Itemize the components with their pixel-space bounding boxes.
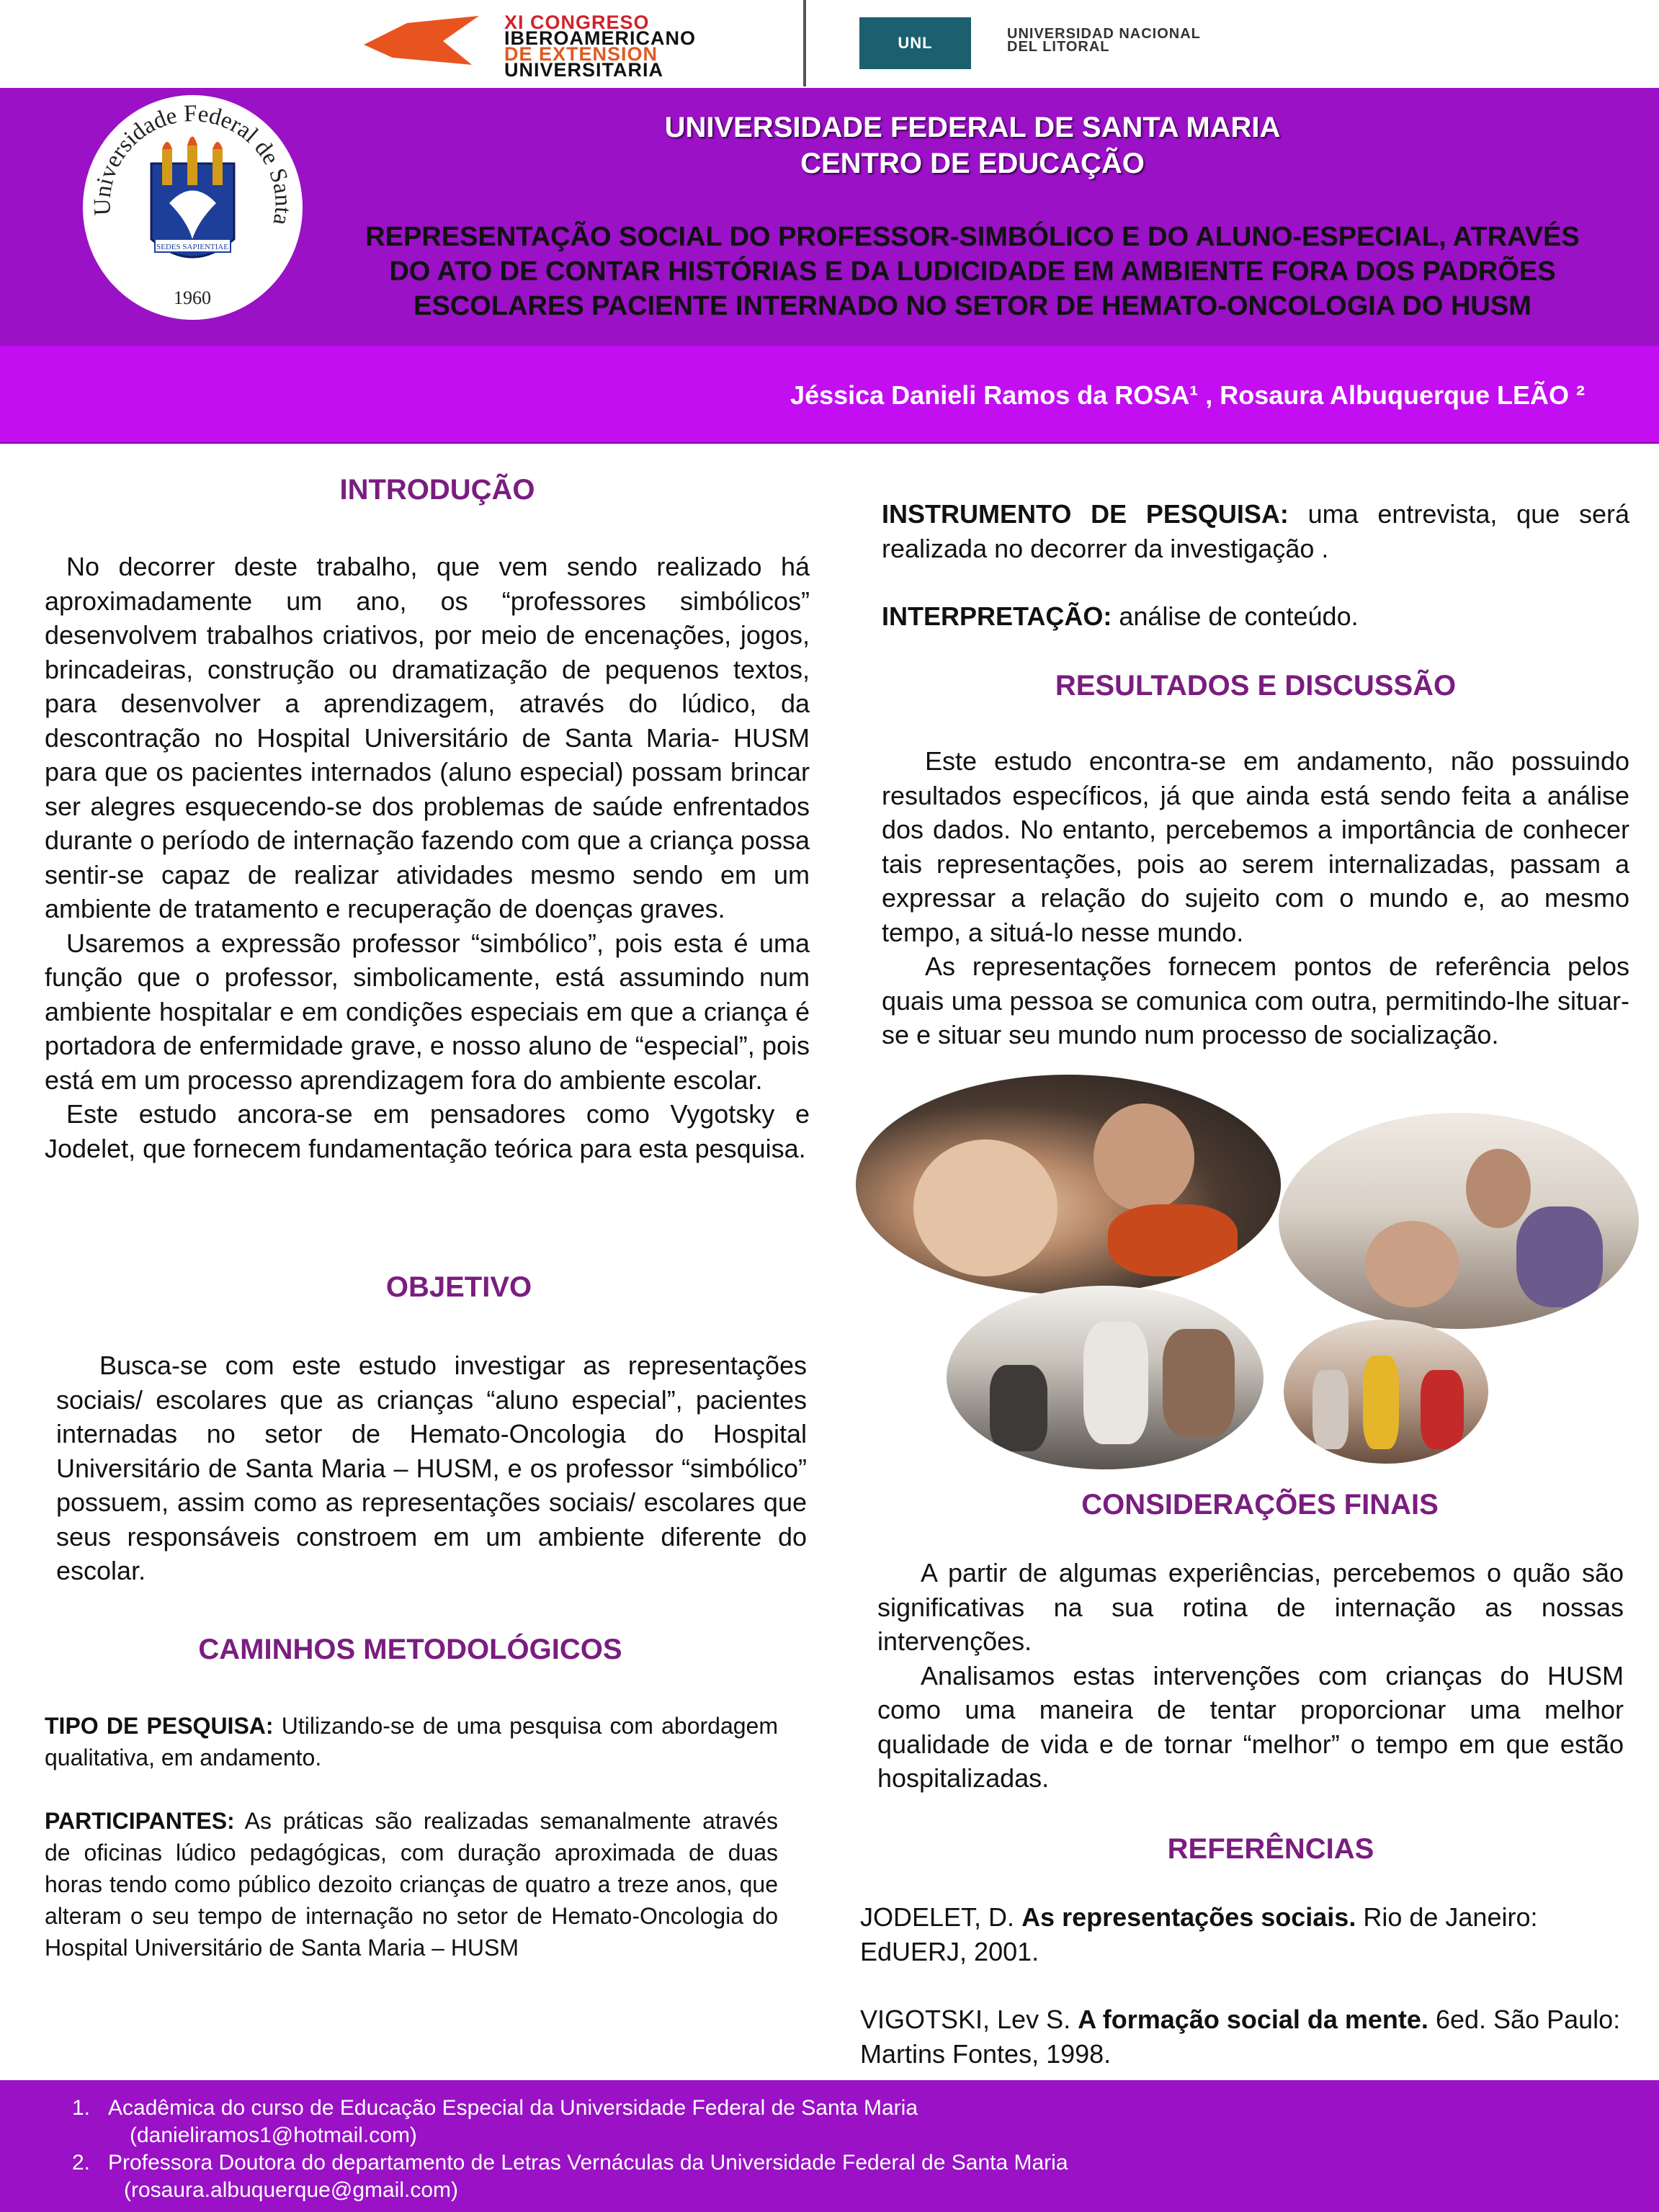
- reference-2-details: 6ed. São Paulo: Martins Fontes, 1998.: [860, 2005, 1621, 2069]
- seal-ring-text: Universidade Federal de Santa: [89, 100, 296, 228]
- congress-line-1: XI CONGRESO: [504, 12, 650, 33]
- references-heading: REFERÊNCIAS: [1167, 1833, 1374, 1865]
- reference-1: [860, 1900, 1624, 1969]
- unl-name-line-2: DEL LITORAL: [1007, 39, 1110, 55]
- research-instrument: [882, 497, 1629, 565]
- paper-title-line-3: ESCOLARES PACIENTE INTERNADO NO SETOR DE HEMATO-ONCOLOGIA DO HUSM: [413, 291, 1531, 321]
- footnote-2: [72, 2151, 1068, 2175]
- reference-2-title: A formação social da mente.: [1078, 2005, 1428, 2034]
- paper-title-line-2: DO ATO DE CONTAR HISTÓRIAS E DA LUDICIDADE EM AMBIENTE FORA DOS PADRÕES: [389, 256, 1556, 287]
- interpretation-label: INTERPRETAÇÃO:: [882, 601, 1112, 631]
- university-name: UNIVERSIDADE FEDERAL DE SANTA MARIA: [664, 112, 1281, 143]
- reference-1-author: JODELET, D.: [860, 1902, 1022, 1932]
- photo-costume-activity: [1284, 1320, 1488, 1464]
- footnote-1-number: 1.: [72, 2096, 91, 2120]
- research-type-text: Utilizando-se de uma pesquisa com abordagem qualitativa, em andamento.: [45, 1713, 779, 1770]
- participants-text: As práticas são realizadas semanalmente através de oficinas lúdico pedagógicas, com duração aproximada de duas horas tendo como público dezoito crianças de quatro a treze anos, que alteram o seu tempo de internação no setor de Hemato-Oncologia do Hospital Universitário de Santa Maria – HUSM: [45, 1808, 778, 1961]
- education-center: CENTRO DE EDUCAÇÃO: [800, 148, 1145, 179]
- final-paragraph-1: A partir de algumas experiências, percebemos o quão são significativas na sua rotina de internação as nossas intervenções.: [877, 1558, 1624, 1656]
- logo-divider: [803, 0, 806, 86]
- seal-graphic: [83, 95, 303, 320]
- methods-heading: CAMINHOS METODOLÓGICOS: [198, 1634, 622, 1665]
- intro-body: [45, 550, 810, 1165]
- research-type: [45, 1710, 778, 1773]
- results-heading: RESULTADOS E DISCUSSÃO: [1055, 670, 1457, 702]
- footnote-1-email: (danieliramos1@hotmail.com): [130, 2123, 417, 2147]
- intro-heading: INTRODUÇÃO: [339, 474, 535, 506]
- instrument-text: uma entrevista, que será realizada no decorrer da investigação .: [882, 499, 1629, 563]
- footnote-2-number: 2.: [72, 2151, 91, 2175]
- congress-logo-text: [504, 12, 697, 81]
- research-type-label: TIPO DE PESQUISA:: [45, 1713, 274, 1739]
- intro-paragraph-1: No decorrer deste trabalho, que vem sendo realizado há aproximadamente um ano, os “professores simbólicos” desenvolvem trabalhos criativos, por meio de encenações, jogos, brincadeiras, construção ou dramatização de pequenos textos, para desenvolver a aprendizagem, através do lúdico, da descontração no Hospital Universitário de Santa Maria- HUSM para que os pacientes internados (aluno especial) possam brincar ser alegres esquecendo-se dos problemas de saúde enfrentados durante o período de internação fazendo com que a criança possa sentir-se capaz de realizar atividades mesmo sendo em um ambiente de tratamento e recuperação de doenças graves.: [45, 552, 810, 923]
- congress-line-4: UNIVERSITARIA: [504, 59, 664, 81]
- objective-paragraph: Busca-se com este estudo investigar as representações sociais/ escolares que as crianças “aluno especial”, pacientes internadas no setor de Hemato-Oncologia do Hospital Universitário de Santa Maria – HUSM, e os professor “simbólico” possuem, assim como as representações sociais/ escolares que seus responsáveis constroem em um ambiente diferente do escolar.: [56, 1351, 807, 1585]
- unl-name-line-1: UNIVERSIDAD NACIONAL: [1007, 26, 1201, 42]
- footnote-1-text: Acadêmica do curso de Educação Especial da Universidade Federal de Santa Maria: [108, 2096, 918, 2120]
- final-paragraph-2: Analisamos estas intervenções com crianças do HUSM como uma maneira de tentar proporcionar uma melhor qualidade de vida e de tornar “melhor” o tempo em que estão hospitalizadas.: [877, 1660, 1624, 1793]
- reference-1-details: Rio de Janeiro: EdUERJ, 2001.: [860, 1902, 1538, 1966]
- results-body: [882, 744, 1629, 1052]
- unl-name: [1007, 27, 1201, 53]
- references-list: [860, 1900, 1624, 2071]
- authors: Jéssica Danieli Ramos da ROSA¹ , Rosaura Albuquerque LEÃO ²: [790, 380, 1585, 410]
- participants-label: PARTICIPANTES:: [45, 1808, 235, 1834]
- photo-hospital-room: [947, 1286, 1264, 1469]
- seal-year: 1960: [174, 287, 211, 308]
- methods-continued: [882, 497, 1629, 634]
- interpretation: [882, 599, 1629, 634]
- participants: [45, 1805, 778, 1964]
- seal-motto: SEDES SAPIENTIAE: [156, 243, 228, 251]
- objective-body: [56, 1348, 807, 1588]
- methods-body: [45, 1710, 778, 1964]
- congress-line-3: DE EXTENSION: [504, 43, 658, 65]
- logos-band: [0, 0, 1659, 88]
- objective-heading: OBJETIVO: [385, 1271, 532, 1303]
- results-paragraph-1: Este estudo encontra-se em andamento, não possuindo resultados específicos, já que ainda está sendo feita a análise dos dados. No entanto, percebemos a importância de conhecer tais representações, pois ao serem internalizadas, passam a expressar a relação do sujeito com o mundo e, ao mesmo tempo, a situá-lo nesse mundo.: [882, 746, 1629, 947]
- instrument-label: INSTRUMENTO DE PESQUISA:: [882, 499, 1289, 529]
- results-paragraph-2: As representações fornecem pontos de referência pelos quais uma pessoa se comunica com outra, permitindo-lhe situar-se e situar seu mundo num processo de socialização.: [882, 951, 1629, 1049]
- congress-arrow-logo: [364, 16, 479, 66]
- footnote-2-text: Professora Doutora do departamento de Letras Vernáculas da Universidade Federal de Santa Maria: [108, 2151, 1068, 2175]
- footnote-2-email: (rosaura.albuquerque@gmail.com): [124, 2178, 459, 2202]
- intro-paragraph-2: Usaremos a expressão professor “simbólico”, pois esta é uma função que o professor, simbolicamente, está assumindo num ambiente hospitalar e em condições especiais em que a criança é portadora de enfermidade grave, e nosso aluno de “especial”, pois está em um processo aprendizagem fora do ambiente escolar.: [45, 928, 810, 1095]
- paper-title-line-1: REPRESENTAÇÃO SOCIAL DO PROFESSOR-SIMBÓLICO E DO ALUNO-ESPECIAL, ATRAVÉS: [365, 222, 1580, 252]
- interpretation-text: análise de conteúdo.: [1112, 601, 1359, 631]
- paper-title: [317, 220, 1628, 323]
- footer-notes: [0, 2080, 1659, 2212]
- university-name-block: [432, 109, 1513, 182]
- photo-playroom: [1279, 1113, 1639, 1329]
- unl-logo: UNL: [859, 17, 971, 69]
- final-body: [877, 1556, 1624, 1796]
- reference-2-author: VIGOTSKI, Lev S.: [860, 2005, 1078, 2034]
- footnote-1: [72, 2096, 918, 2121]
- university-seal: [83, 95, 303, 320]
- congress-line-2: IBEROAMERICANO: [504, 27, 697, 49]
- reference-2: [860, 2002, 1624, 2071]
- reference-1-title: As representações sociais.: [1021, 1902, 1356, 1932]
- photo-child-activity: [856, 1075, 1281, 1294]
- intro-paragraph-3: Este estudo ancora-se em pensadores como Vygotsky e Jodelet, que fornecem fundamentação teórica para esta pesquisa.: [45, 1099, 810, 1163]
- final-heading: CONSIDERAÇÕES FINAIS: [1081, 1489, 1439, 1521]
